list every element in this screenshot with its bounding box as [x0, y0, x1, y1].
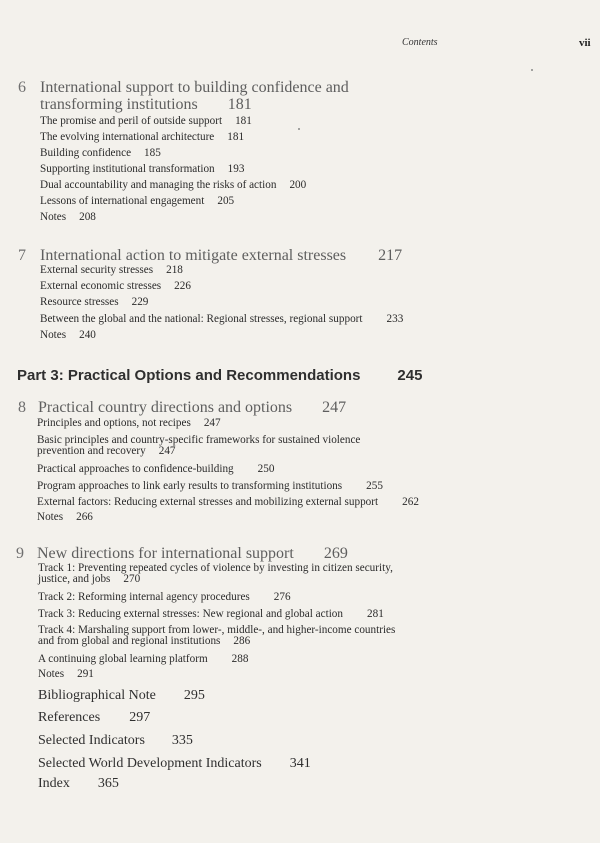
entry-page: 240 — [79, 329, 96, 341]
entry-label: Notes — [37, 511, 64, 523]
toc-entry[interactable] — [40, 164, 244, 175]
entry-label: and from global and regional institutions — [38, 635, 221, 647]
toc-entry[interactable] — [37, 497, 419, 508]
entry-page: 205 — [217, 195, 235, 207]
toc-entry[interactable] — [40, 180, 306, 191]
entry-page: 341 — [289, 756, 311, 771]
entry-page: 226 — [174, 280, 191, 292]
entry-label: Notes — [40, 329, 67, 341]
entry-page: 229 — [131, 296, 149, 308]
chapter-page: 247 — [322, 399, 347, 416]
entry-label: Lessons of international engagement — [40, 195, 205, 207]
running-header-title: Contents — [402, 37, 438, 48]
toc-entry[interactable] — [40, 265, 183, 276]
entry-label: prevention and recovery — [37, 445, 146, 457]
entry-page: 181 — [227, 131, 245, 143]
entry-label: A continuing global learning platform — [38, 653, 208, 665]
entry-label: Resource stresses — [40, 296, 119, 308]
back-matter-entry[interactable] — [38, 756, 311, 772]
entry-label: Bibliographical Note — [38, 688, 156, 703]
chapter-number: 6 — [18, 79, 26, 96]
toc-entry[interactable] — [37, 512, 93, 523]
entry-page: 266 — [76, 511, 93, 523]
toc-entry[interactable] — [38, 654, 248, 665]
toc-entry[interactable] — [40, 196, 234, 207]
back-matter-entry[interactable] — [38, 688, 205, 704]
chapter-title-line: International support to building confidence and — [40, 79, 349, 96]
entry-label: Track 1: Preventing repeated cycles of violence by investing in citizen security, — [38, 562, 393, 574]
toc-entry[interactable] — [37, 481, 383, 492]
entry-label: Notes — [40, 211, 67, 223]
toc-entry[interactable] — [40, 132, 244, 143]
entry-label: Track 3: Reducing external stresses: New regional and global action — [38, 608, 343, 620]
entry-label: Notes — [38, 668, 65, 680]
toc-entry[interactable] — [38, 609, 384, 620]
entry-page: 247 — [158, 445, 176, 457]
chapter-title[interactable] — [40, 79, 349, 113]
entry-page: 193 — [227, 163, 245, 175]
scan-speck — [298, 128, 300, 130]
entry-page: 335 — [171, 733, 193, 748]
toc-entry[interactable] — [38, 669, 94, 680]
back-matter-entry[interactable] — [38, 710, 150, 726]
entry-label: Selected Indicators — [38, 733, 145, 748]
toc-entry[interactable] — [40, 212, 96, 223]
entry-page: 365 — [97, 776, 119, 791]
entry-label: The promise and peril of outside support — [40, 115, 223, 127]
entry-page: 218 — [166, 264, 183, 276]
toc-entry[interactable] — [40, 330, 96, 341]
entry-label: Program approaches to link early results to transforming institutions — [37, 480, 343, 492]
chapter-title[interactable] — [38, 399, 346, 416]
entry-page: 286 — [233, 635, 251, 647]
entry-page: 270 — [123, 573, 141, 585]
part-page: 245 — [397, 367, 423, 384]
part-heading[interactable] — [17, 367, 422, 384]
chapter-title-line: transforming institutions — [40, 96, 198, 113]
toc-entry[interactable] — [37, 435, 360, 457]
toc-entry[interactable] — [37, 418, 221, 429]
entry-label: Track 2: Reforming internal agency procedures — [38, 591, 250, 603]
entry-page: 200 — [289, 179, 307, 191]
entry-page: 250 — [257, 463, 275, 475]
chapter-title-line: International action to mitigate external stresses — [40, 247, 347, 264]
toc-entry[interactable] — [37, 464, 274, 475]
entry-label: Basic principles and country-specific frameworks for sustained violence — [37, 434, 361, 446]
entry-label: References — [38, 710, 101, 725]
entry-label: Dual accountability and managing the risks of action — [40, 179, 277, 191]
entry-page: 247 — [203, 417, 221, 429]
toc-entry[interactable] — [40, 148, 161, 159]
toc-entry[interactable] — [38, 625, 395, 647]
entry-page: 255 — [366, 480, 383, 492]
part-title: Part 3: Practical Options and Recommendations — [17, 367, 361, 384]
toc-entry[interactable] — [38, 592, 291, 603]
chapter-title-line: New directions for international support — [37, 545, 294, 562]
entry-page: 181 — [235, 115, 252, 127]
entry-page: 208 — [79, 211, 96, 223]
entry-page: 288 — [231, 653, 249, 665]
chapter-page: 181 — [227, 96, 252, 113]
entry-label: Selected World Development Indicators — [38, 756, 262, 771]
entry-label: Building confidence — [40, 147, 132, 159]
entry-page: 295 — [183, 688, 205, 703]
page-number: vii — [579, 37, 591, 49]
entry-page: 185 — [144, 147, 161, 159]
back-matter-entry[interactable] — [38, 776, 119, 792]
chapter-page: 217 — [378, 247, 403, 264]
entry-page: 262 — [402, 496, 419, 508]
entry-page: 233 — [386, 313, 404, 325]
entry-page: 297 — [129, 710, 151, 725]
toc-entry[interactable] — [40, 314, 403, 325]
entry-page: 276 — [273, 591, 291, 603]
entry-label: Between the global and the national: Regional stresses, regional support — [40, 313, 363, 325]
chapter-title[interactable] — [40, 247, 402, 264]
entry-page: 281 — [367, 608, 384, 620]
entry-page: 291 — [77, 668, 94, 680]
chapter-page: 269 — [323, 545, 348, 562]
entry-label: External factors: Reducing external stresses and mobilizing external support — [37, 496, 379, 508]
toc-entry[interactable] — [40, 297, 148, 308]
entry-label: justice, and jobs — [38, 573, 111, 585]
chapter-number: 7 — [18, 247, 26, 264]
chapter-title-line: Practical country directions and options — [38, 399, 293, 416]
entry-label: Principles and options, not recipes — [37, 417, 191, 429]
entry-label: Track 4: Marshaling support from lower-, middle-, and higher-income countries — [38, 624, 396, 636]
entry-label: The evolving international architecture — [40, 131, 215, 143]
entry-label: Supporting institutional transformation — [40, 163, 215, 175]
chapter-number: 9 — [16, 545, 24, 562]
toc-entry[interactable] — [38, 563, 393, 585]
back-matter-entry[interactable] — [38, 733, 193, 749]
chapter-title[interactable] — [37, 545, 348, 562]
entry-label: External economic stresses — [40, 280, 162, 292]
entry-label: External security stresses — [40, 264, 154, 276]
chapter-number: 8 — [18, 399, 26, 416]
entry-label: Index — [38, 776, 70, 791]
scan-speck — [531, 69, 533, 71]
toc-entry[interactable] — [40, 116, 252, 127]
toc-entry[interactable] — [40, 281, 191, 292]
entry-label: Practical approaches to confidence-building — [37, 463, 234, 475]
